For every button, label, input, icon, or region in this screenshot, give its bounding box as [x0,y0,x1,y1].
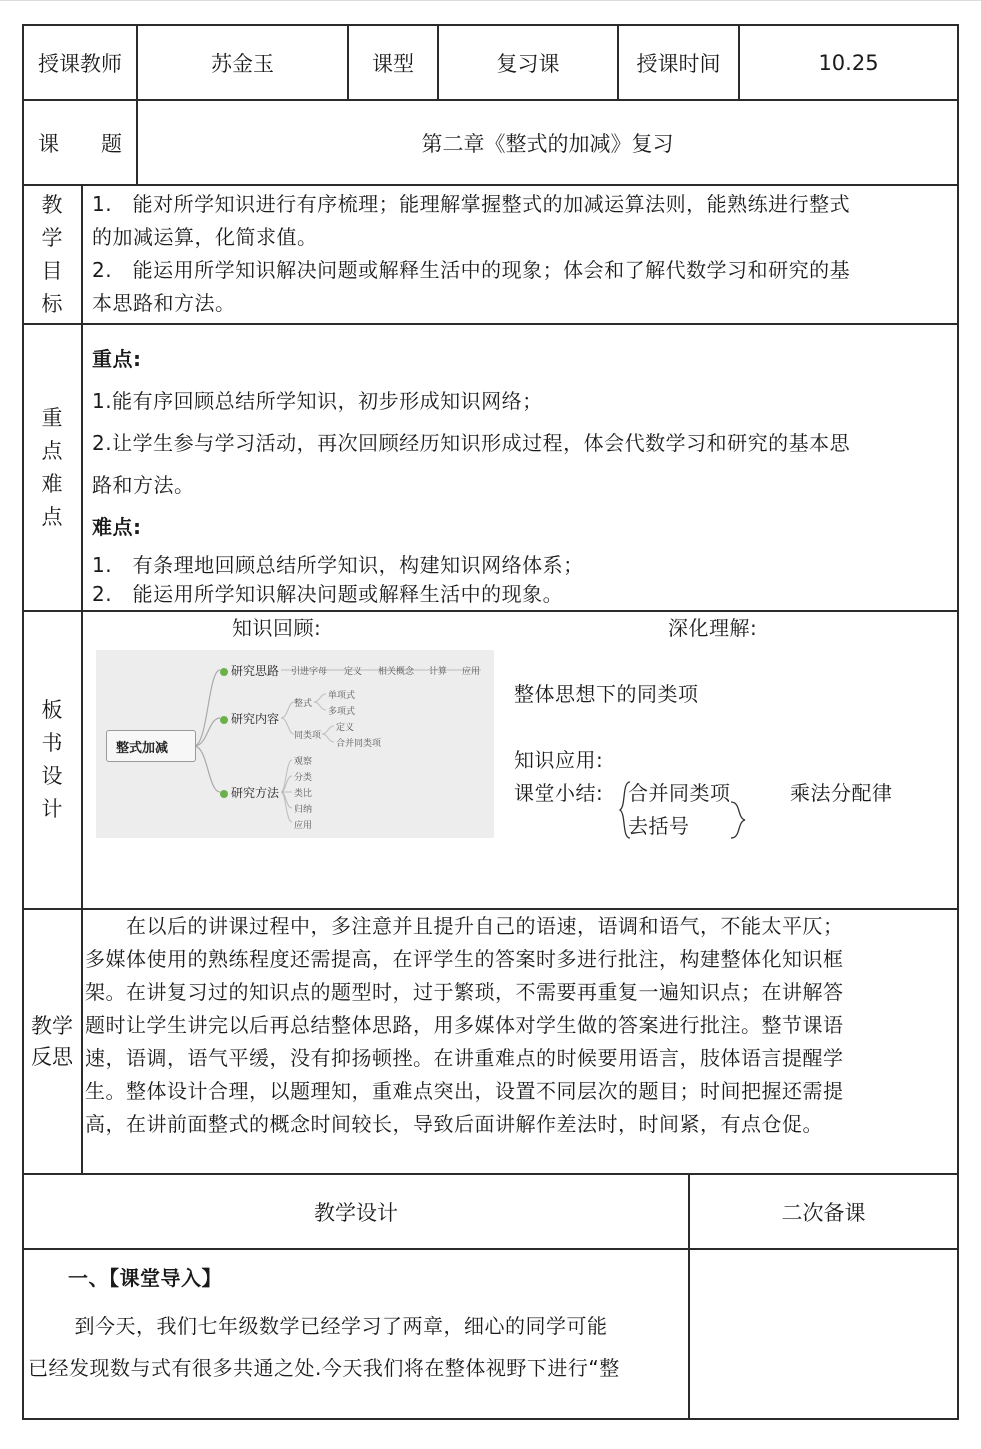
objectives-line: 1. 能对所学知识进行有序梳理；能理解掌握整式的加减运算法则，能熟练进行整式 [92,192,851,216]
lesson-type-label: 课型 [372,51,414,76]
design-text [28,1305,686,1389]
row-divider [22,1248,959,1250]
branch-icon [220,790,228,798]
summary-label: 课堂小结: [514,781,604,805]
reflection-line: 多媒体使用的熟练程度还需提高，在评学生的答案时多进行批注，构建整体化知识框 [85,947,844,971]
mind-map-root: 整式加减 [116,741,169,756]
objectives-line: 2. 能运用所学知识解决问题或解释生活中的现象；体会和了解代数学习和研究的基 [92,258,851,282]
reflection-label [22,910,82,1173]
label-char: 点 [41,504,63,529]
branch-label: 研究方法 [231,786,280,800]
lesson-time-value: 10.25 [818,50,879,75]
second-prep-header: 二次备课 [781,1200,866,1225]
mind-map-image [96,650,494,838]
keypoints-text [92,338,954,548]
topic-label: 课 题 [38,131,122,156]
section-title: 一、【课堂导入】 [68,1266,222,1290]
objectives-label [22,186,82,323]
summary-item-2: 去括号 [628,814,690,838]
lesson-time-label: 授课时间 [636,51,721,76]
apply-text: 知识应用: [514,748,604,772]
keypoints-label [22,325,82,610]
key-title: 重点: [92,347,142,371]
mind-map-leaf: 应用 [462,667,481,677]
label-char: 书 [41,731,63,755]
mind-map-leaf: 计算 [429,667,448,677]
reflection-line: 生。整体设计合理，以题理知，重难点突出，设置不同层次的题目；时间把握还需提 [85,1079,844,1103]
mind-map-leaf: 应用 [294,821,313,831]
design-header: 教学设计 [314,1200,398,1225]
mind-map-leaf: 相关概念 [378,667,415,677]
label-char: 难 [41,471,63,496]
difficulty-line: 1. 有条理地回顾总结所学知识，构建知识网络体系； [92,553,584,577]
label-char: 设 [41,764,63,788]
teacher-name: 苏金玉 [211,51,274,76]
reflection-line: 高，在讲前面整式的概念时间较长，导致后面讲解作差法时，时间紧，有点仓促。 [85,1112,823,1136]
mind-map-leaf: 分类 [294,773,313,783]
mind-map-leaf: 引进字母 [291,667,328,677]
objectives-line: 本思路和方法。 [92,291,236,315]
difficulty-title: 难点: [92,515,142,539]
label-char: 计 [41,797,63,821]
reflection-line: 题时让学生讲完以后再总结整体思路，用多媒体对学生做的答案进行批注。整节课语 [85,1013,844,1037]
reflection-line: 速，语调，语气平缓，没有抑扬顿挫。在讲重难点的时候要用语言，肢体语言提醒学 [85,1046,844,1070]
mind-map-leaf: 合并同类项 [336,739,382,749]
difficulty-text [92,551,954,609]
mind-map-sub: 同类项 [294,731,322,741]
mind-map-leaf: 定义 [344,667,363,677]
deepen-text: 整体思想下的同类项 [514,682,699,706]
branch-label: 研究内容 [231,712,280,726]
row-divider [22,610,959,612]
topic-value: 第二章《整式的加减》复习 [421,131,674,156]
key-line: 2.让学生参与学习活动，再次回顾经历知识形成过程，体会代数学习和研究的基本思 [92,431,851,455]
mind-map-leaf: 观察 [294,757,313,767]
label-char: 学 [41,225,63,250]
board-label [22,612,82,908]
label-char: 重 [41,405,63,430]
mind-map-branch [220,710,279,727]
mind-map-leaf: 单项式 [328,691,356,701]
mind-map-branch [220,662,279,679]
right-brace-icon [729,800,749,840]
mind-map-branch [220,784,279,801]
mind-map-leaf: 类比 [294,789,313,799]
summary-right: 乘法分配律 [790,781,893,805]
objectives-text [92,188,954,320]
review-title: 知识回顾: [232,616,322,640]
branch-icon [220,716,228,724]
teacher-label: 授课教师 [38,51,122,76]
design-line: 到今天，我们七年级数学已经学习了两章，细心的同学可能 [54,1314,608,1338]
label-char: 教 [41,192,63,217]
label-char: 点 [41,438,63,463]
label-char: 标 [41,291,63,316]
row-divider [22,184,959,186]
label-line: 教学 [31,1013,73,1038]
key-line: 1.能有序回顾总结所学知识，初步形成知识网络； [92,389,543,413]
reflection-line: 架。在讲复习过的知识点的题型时，过于繁琐，不需要再重复一遍知识点；在讲解答 [85,980,844,1004]
mind-map-leaf: 多项式 [328,707,356,717]
mind-map-leaf: 定义 [336,723,355,733]
deepen-title: 深化理解: [668,616,758,640]
row-divider [22,323,959,325]
design-line: 已经发现数与式有很多共通之处.今天我们将在整体视野下进行“整 [28,1356,620,1380]
reflection-line: 在以后的讲课过程中，多注意并且提升自己的语速，语调和语气，不能太平仄； [85,914,844,938]
objectives-line: 的加减运算，化简求值。 [92,225,318,249]
summary-item-1: 合并同类项 [628,781,731,805]
difficulty-line: 2. 能运用所学知识解决问题或解释生活中的现象。 [92,582,564,606]
mind-map-leaf: 归纳 [294,805,313,815]
label-line: 反思 [31,1044,73,1069]
lesson-type-value: 复习课 [496,51,560,76]
key-line: 路和方法。 [92,473,195,497]
branch-icon [220,668,228,676]
mind-map-sub: 整式 [294,699,313,709]
label-char: 板 [41,698,63,722]
label-char: 目 [41,258,63,283]
branch-label: 研究思路 [231,664,280,678]
reflection-text [85,910,955,1141]
